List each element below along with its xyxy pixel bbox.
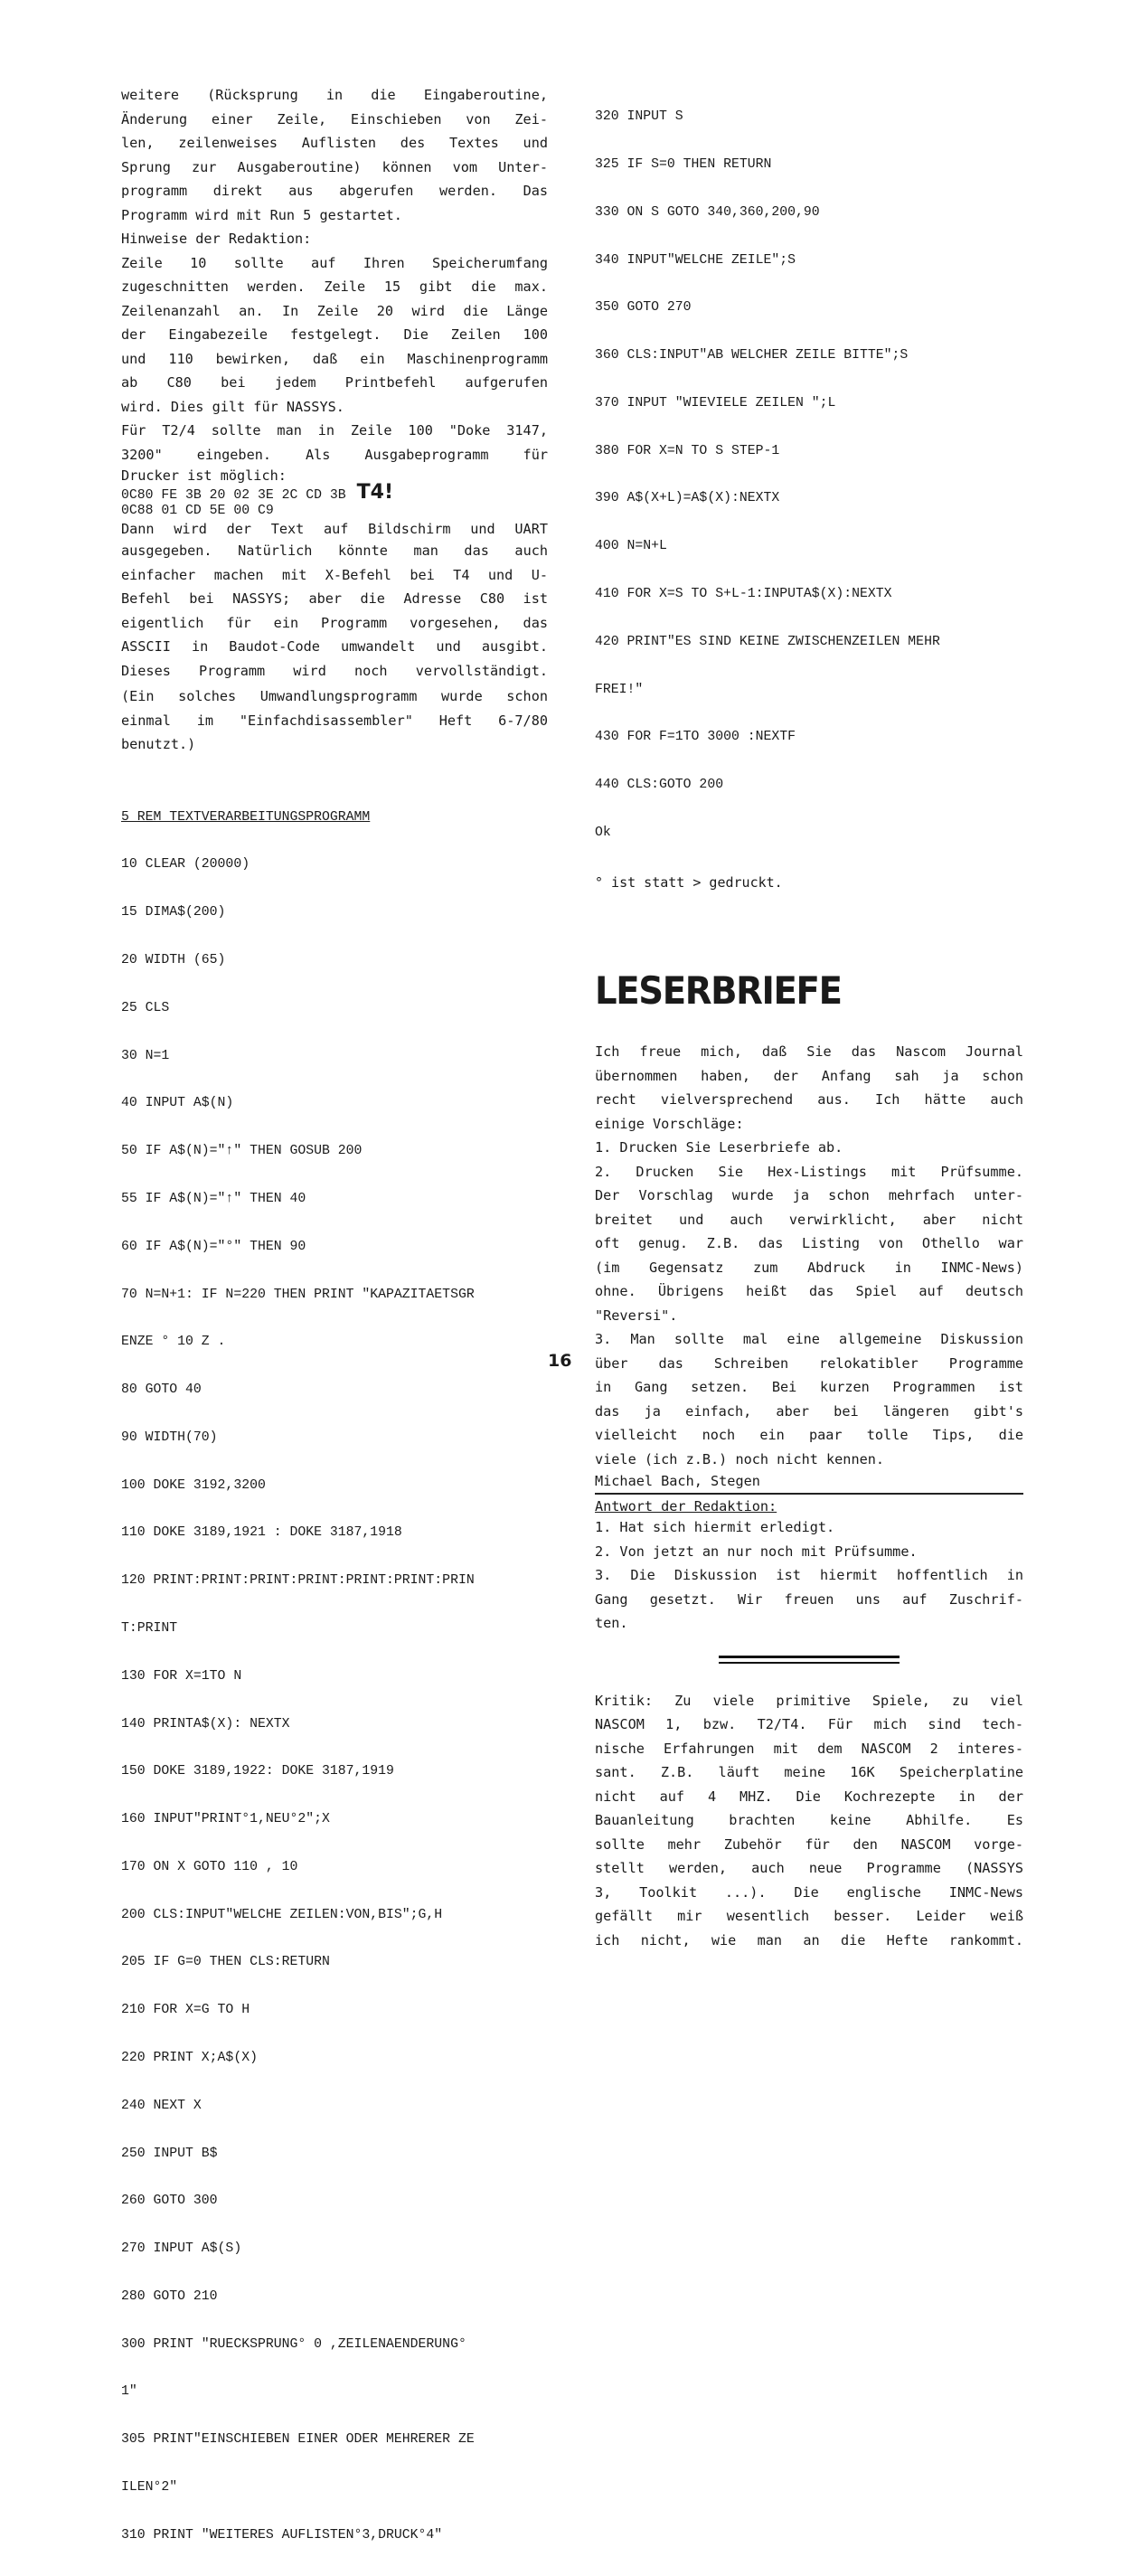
section-divider bbox=[719, 1656, 900, 1664]
text-line: Zeile 10 sollte auf Ihren Speicherumfang bbox=[121, 254, 548, 271]
critique-text bbox=[595, 1689, 1023, 1953]
code-line: 360 CLS:INPUT"AB WELCHER ZEILE BITTE";S bbox=[595, 348, 909, 363]
text-line: ten. bbox=[595, 1615, 628, 1632]
code-line: 350 GOTO 270 bbox=[595, 300, 692, 316]
text-line: Zeilenanzahl an. In Zeile 20 wird die Länge bbox=[121, 302, 548, 319]
text-line: und 110 bewirken, daß ein Maschinenprogramm bbox=[121, 350, 548, 367]
code-line: Ok bbox=[595, 825, 611, 840]
text-line: Kritik: Zu viele primitive Spiele, zu viel bbox=[595, 1692, 1023, 1709]
text-line: 3. Man sollte mal eine allgemeine Diskussion bbox=[595, 1331, 1023, 1348]
right-column bbox=[595, 83, 1023, 1952]
code-line: T:PRINT bbox=[121, 1620, 178, 1636]
text-line: len, zeilenweises Auflisten des Textes und bbox=[121, 135, 548, 151]
code-line: ENZE ° 10 Z . bbox=[121, 1335, 226, 1350]
text-line: in Gang setzen. Bei kurzen Programmen ist bbox=[595, 1379, 1023, 1396]
code-line: 305 PRINT"EINSCHIEBEN EINER ODER MEHRERER ZE bbox=[121, 2432, 475, 2448]
text-line: der Eingabezeile festgelegt. Die Zeilen 100 bbox=[121, 326, 548, 343]
code-line: 150 DOKE 3189,1922: DOKE 3187,1919 bbox=[121, 1764, 394, 1779]
hex-line: 0C88 01 CD 5E 00 C9 bbox=[121, 504, 274, 518]
text-line: benutzt.) bbox=[121, 736, 196, 752]
text-line: Der Vorschlag wurde ja schon mehrfach unter- bbox=[595, 1187, 1023, 1204]
code-line: 260 GOTO 300 bbox=[121, 2194, 218, 2209]
code-line: 390 A$(X+L)=A$(X):NEXTX bbox=[595, 491, 780, 506]
text-line: gefällt mir wesentlich besser. Leider weiß bbox=[595, 1908, 1023, 1925]
text-line: 3, Toolkit ...). Die englische INMC-News bbox=[595, 1883, 1023, 1901]
code-line: 420 PRINT"ES SIND KEINE ZWISCHENZEILEN MEHR bbox=[595, 634, 940, 649]
code-line: 130 FOR X=1TO N bbox=[121, 1668, 242, 1684]
text-line: Befehl bei NASSYS; aber die Adresse C80 ist bbox=[121, 590, 548, 607]
text-line: programm direkt aus abgerufen werden. Das bbox=[121, 183, 548, 199]
text-line: wird. Dies gilt für NASSYS. bbox=[121, 398, 344, 415]
code-line: 30 N=1 bbox=[121, 1048, 170, 1063]
text-line: ich nicht, wie man an die Hefte rankommt. bbox=[595, 1931, 1023, 1949]
text-line: weitere (Rücksprung in die Eingaberoutine, bbox=[121, 87, 548, 103]
code-line: 370 INPUT "WIEVIELE ZEILEN ";L bbox=[595, 395, 836, 410]
text-line: oft genug. Z.B. das Listing von Othello war bbox=[595, 1235, 1023, 1252]
code-line: 1" bbox=[121, 2384, 137, 2400]
text-line: Bauanleitung brachten keine Abhilfe. Es bbox=[595, 1812, 1023, 1829]
code-line: 250 INPUT B$ bbox=[121, 2146, 218, 2161]
text-line: einfacher machen mit X-Befehl bei T4 und U- bbox=[121, 566, 548, 583]
text-line: ASSCII in Baudot-Code umwandelt und ausgibt. bbox=[121, 638, 548, 655]
text-line: Sprung zur Ausgaberoutine) können vom Unter- bbox=[121, 158, 548, 175]
code-line: 120 PRINT:PRINT:PRINT:PRINT:PRINT:PRINT:PRIN bbox=[121, 1573, 475, 1589]
code-line: 160 INPUT"PRINT°1,NEU°2";X bbox=[121, 1812, 330, 1827]
text-line: "Reversi". bbox=[595, 1307, 678, 1324]
text-line: stellt werden, auch neue Programme (NASSYS bbox=[595, 1860, 1023, 1877]
code-line: 440 CLS:GOTO 200 bbox=[595, 778, 724, 793]
text-line: nische Erfahrungen mit dem NASCOM 2 interes- bbox=[595, 1740, 1023, 1757]
text-line: viele (ich z.B.) noch nicht kennen. bbox=[595, 1450, 885, 1467]
basic-listing-continued bbox=[595, 78, 1023, 922]
hex-note: T4! bbox=[356, 481, 393, 504]
code-line: 140 PRINTA$(X): NEXTX bbox=[121, 1716, 290, 1731]
code-line: 330 ON S GOTO 340,360,200,90 bbox=[595, 204, 820, 220]
text-line: das ja einfach, aber bei längeren gibt's bbox=[595, 1402, 1023, 1420]
code-line: 410 FOR X=S TO S+L-1:INPUTA$(X):NEXTX bbox=[595, 587, 892, 601]
letter-signature: Michael Bach, Stegen bbox=[595, 1473, 760, 1490]
editor-note-heading: Hinweise der Redaktion: bbox=[121, 231, 312, 247]
text-line: 3. Die Diskussion ist hiermit hoffentlich in bbox=[595, 1567, 1023, 1584]
text-line: Programm wird mit Run 5 gestartet. bbox=[121, 206, 402, 223]
hex-listing bbox=[121, 481, 548, 519]
code-line: 210 FOR X=G TO H bbox=[121, 2003, 250, 2018]
text-line: Ich freue mich, daß Sie das Nascom Journal bbox=[595, 1043, 1023, 1061]
code-line: ILEN°2" bbox=[121, 2480, 178, 2496]
text-line: nicht auf 4 MHZ. Die Kochrezepte in der bbox=[595, 1788, 1023, 1805]
signature-rule bbox=[595, 1493, 1023, 1495]
left-column bbox=[121, 83, 548, 2576]
text-line: übernommen haben, der Anfang sah ja schon bbox=[595, 1067, 1023, 1084]
code-line: 70 N=N+1: IF N=220 THEN PRINT "KAPAZITAETSGR bbox=[121, 1287, 475, 1302]
text-line: Drucker ist möglich: bbox=[121, 467, 287, 484]
reader-letter bbox=[595, 1040, 1023, 1636]
code-line: 25 CLS bbox=[121, 1000, 170, 1015]
text-line: NASCOM 1, bzw. T2/T4. Für mich sind tech- bbox=[595, 1716, 1023, 1733]
code-line: 60 IF A$(N)="°" THEN 90 bbox=[121, 1239, 306, 1254]
code-line: 300 PRINT "RUECKSPRUNG° 0 ,ZEILENAENDERUNG° bbox=[121, 2336, 466, 2352]
basic-listing bbox=[121, 778, 548, 2576]
text-line: einige Vorschläge: bbox=[595, 1115, 744, 1132]
code-line: 10 CLEAR (20000) bbox=[121, 857, 250, 873]
listing-title: 5 REM TEXTVERARBEITUNGSPROGRAMM bbox=[121, 809, 371, 825]
text-line: vielleicht noch ein paar tolle Tips, die bbox=[595, 1427, 1023, 1444]
code-line: 100 DOKE 3192,3200 bbox=[121, 1477, 266, 1493]
text-line: 3200" eingeben. Als Ausgabeprogramm für bbox=[121, 446, 548, 463]
text-line: Gang gesetzt. Wir freuen uns auf Zuschrif- bbox=[595, 1590, 1023, 1608]
text-line: über das Schreiben relokatibler Programme bbox=[595, 1354, 1023, 1372]
text-line: ohne. Übrigens heißt das Spiel auf deutsch bbox=[595, 1283, 1023, 1300]
code-line: 400 N=N+L bbox=[595, 539, 667, 554]
code-line: 170 ON X GOTO 110 , 10 bbox=[121, 1859, 298, 1874]
answer-heading: Antwort der Redaktion: bbox=[595, 1498, 777, 1515]
text-line: 1. Drucken Sie Leserbriefe ab. bbox=[595, 1139, 843, 1156]
code-line: 110 DOKE 3189,1921 : DOKE 3187,1918 bbox=[121, 1525, 402, 1541]
text-line: (im Gegensatz zum Abdruck in INMC-News) bbox=[595, 1259, 1023, 1276]
page-number: 16 bbox=[548, 1351, 572, 1371]
code-line: 200 CLS:INPUT"WELCHE ZEILEN:VON,BIS";G,H bbox=[121, 1907, 443, 1922]
code-note: ° ist statt > gedruckt. bbox=[595, 873, 783, 891]
code-line: 220 PRINT X;A$(X) bbox=[121, 2051, 258, 2065]
text-line: (Ein solches Umwandlungsprogramm wurde schon bbox=[121, 688, 548, 704]
code-line: 325 IF S=0 THEN RETURN bbox=[595, 156, 772, 172]
text-line: zugeschnitten werden. Zeile 15 gibt die max. bbox=[121, 278, 548, 295]
code-line: 240 NEXT X bbox=[121, 2098, 202, 2113]
code-line: 310 PRINT "WEITERES AUFLISTEN°3,DRUCK°4" bbox=[121, 2527, 443, 2543]
code-line: 40 INPUT A$(N) bbox=[121, 1096, 234, 1111]
text-line: sant. Z.B. läuft meine 16K Speicherplatine bbox=[595, 1764, 1023, 1781]
text-line: Dieses Programm wird noch vervollständigt. bbox=[121, 662, 548, 679]
text-line: sollte mehr Zubehör für den NASCOM vorge- bbox=[595, 1835, 1023, 1853]
code-line: 50 IF A$(N)="↑" THEN GOSUB 200 bbox=[121, 1144, 363, 1159]
text-line: ab C80 bei jedem Printbefehl aufgerufen bbox=[121, 374, 548, 391]
code-line: FREI!" bbox=[595, 682, 644, 697]
code-line: 320 INPUT S bbox=[595, 109, 683, 125]
explanation-text bbox=[121, 519, 548, 757]
code-line: 430 FOR F=1TO 3000 :NEXTF bbox=[595, 730, 796, 745]
text-line: recht vielversprechend aus. Ich hätte auch bbox=[595, 1091, 1023, 1109]
code-line: 280 GOTO 210 bbox=[121, 2288, 218, 2304]
code-line: 55 IF A$(N)="↑" THEN 40 bbox=[121, 1191, 306, 1206]
hex-line: 0C80 FE 3B 20 02 3E 2C CD 3B T4! bbox=[121, 481, 393, 504]
code-line: 270 INPUT A$(S) bbox=[121, 2241, 242, 2257]
text-line: Dann wird der Text auf Bildschirm und UART bbox=[121, 521, 548, 537]
code-line: 205 IF G=0 THEN CLS:RETURN bbox=[121, 1955, 330, 1970]
code-line: 90 WIDTH(70) bbox=[121, 1430, 218, 1445]
code-line: 340 INPUT"WELCHE ZEILE";S bbox=[595, 252, 796, 268]
text-line: breitet und auch verwirklicht, aber nicht bbox=[595, 1211, 1023, 1228]
text-line: 1. Hat sich hiermit erledigt. bbox=[595, 1519, 835, 1536]
text-line: 2. Von jetzt an nur noch mit Prüfsumme. bbox=[595, 1543, 918, 1560]
text-line: eigentlich für ein Programm vorgesehen, das bbox=[121, 614, 548, 631]
code-line: 15 DIMA$(200) bbox=[121, 905, 226, 920]
intro-text bbox=[121, 83, 548, 485]
section-heading: LESERBRIEFE bbox=[595, 968, 842, 1014]
code-line: 20 WIDTH (65) bbox=[121, 953, 226, 968]
text-line: einmal im "Einfachdisassembler" Heft 6-7/80 bbox=[121, 712, 548, 729]
text-line: 2. Drucken Sie Hex-Listings mit Prüfsumme. bbox=[595, 1163, 1023, 1180]
text-line: ausgegeben. Natürlich könnte man das auch bbox=[121, 543, 548, 559]
text-line: Änderung einer Zeile, Einschieben von Zei- bbox=[121, 110, 548, 127]
text-line: Für T2/4 sollte man in Zeile 100 "Doke 3147, bbox=[121, 422, 548, 439]
code-line: 380 FOR X=N TO S STEP-1 bbox=[595, 443, 780, 458]
code-line: 80 GOTO 40 bbox=[121, 1382, 202, 1398]
